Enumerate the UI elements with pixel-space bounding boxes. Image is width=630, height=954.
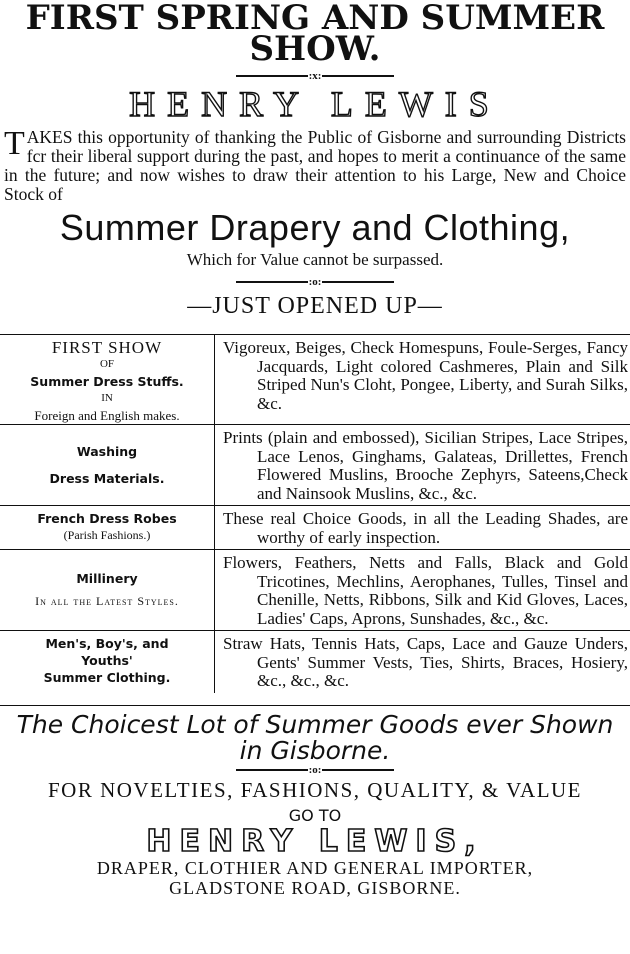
separator-mark: :x: (308, 70, 322, 82)
just-opened-banner: —JUST OPENED UP— (187, 293, 443, 319)
label-line: Washing (76, 444, 138, 459)
stock-description (215, 506, 630, 550)
separator-rule-left (236, 75, 308, 77)
stock-label (0, 335, 215, 425)
novelties-line: FOR NOVELTIES, FASHIONS, QUALITY, & VALUE (47, 777, 583, 802)
stock-row (0, 335, 630, 425)
drop-cap: T (4, 125, 25, 162)
label-line: Summer Dress Stuffs. (30, 374, 184, 389)
choicest-line (0, 705, 630, 764)
description-text: Straw Hats, Tennis Hats, Caps, Lace and Gauze Unders, Gents' Summer Vests, Ties, Shirts, Braces, Hosiery, &c., &c., &c. (223, 634, 628, 690)
label-line: Summer Clothing. (43, 670, 171, 685)
label-line: Millinery (76, 571, 138, 586)
label-line: FIRST SHOW (51, 338, 163, 357)
separator-mark: :o: (308, 763, 322, 776)
subline: Which for Value cannot be surpassed. (186, 250, 444, 269)
separator (0, 70, 630, 82)
separator-rule-right (322, 75, 394, 77)
stock-description (215, 631, 630, 693)
stock-row (0, 550, 630, 631)
label-line: Youths' (81, 653, 133, 668)
label-line: Foreign and English makes. (34, 408, 180, 423)
stock-table (0, 334, 630, 693)
separator-rule-left (236, 769, 308, 771)
go-to-line: GO TO (288, 805, 342, 825)
stock-row (0, 631, 630, 693)
merchant-name-heading: HENRY LEWIS (129, 84, 501, 124)
label-line: OF (99, 358, 115, 370)
stock-row (0, 425, 630, 506)
intro-paragraph (0, 125, 630, 204)
address-line: GLADSTONE ROAD, GISBORNE. (169, 877, 461, 898)
choicest-line-2: in Gisborne. (239, 735, 391, 765)
description-text: Flowers, Feathers, Netts and Falls, Black and Gold Tricotines, Mechlins, Aerophanes, Tulles, Tinsel and Chenille, Netts, Ribbons, Silk and Kid Gloves, Laces, Ladies' Caps, Aprons, Sunshades, &c., &c. (223, 553, 628, 628)
separator-rule-left (236, 281, 308, 283)
label-line: (Parish Fashions.) (63, 528, 151, 542)
stock-row (0, 506, 630, 550)
description-text: Prints (plain and embossed), Sicilian Stripes, Lace Stripes, Lace Lenos, Ginghams, Galateas, Drillettes, French Flowered Muslins, Brooche Zephyrs, Sateens,Check and Nainsook Muslins, &c., &c. (223, 428, 628, 503)
stock-description (215, 425, 630, 506)
separator (0, 276, 630, 288)
intro-text: AKES this opportunity of thanking the Public of Gisborne and surrounding Districts fcr their liberal support during the past, and hopes to merit a continuance of the same in the future; and now wishes to draw their attention to his Large, New and Choice Stock of (4, 127, 626, 204)
headline: Summer Drapery and Clothing, (59, 207, 571, 248)
label-line: Dress Materials. (49, 471, 165, 486)
description-text: Vigoreux, Beiges, Check Homespuns, Foule-Serges, Fancy Jacquards, Light colored Cashmeres, Plain and Silk Striped Nun's Cloht, Pongee, Liberty, and Surah Silks, &c. (223, 338, 628, 413)
stock-label (0, 631, 215, 693)
separator-rule-right (322, 281, 394, 283)
separator-rule-right (322, 769, 394, 771)
choicest-line-1: The Choicest Lot of Summer Goods ever Shown (16, 709, 614, 739)
stock-description (215, 335, 630, 425)
label-line: In all the Latest Styles. (35, 594, 179, 608)
separator (0, 764, 630, 776)
stock-label (0, 425, 215, 506)
ad-title-line1: FIRST SPRING AND SUMMER (25, 0, 605, 38)
label-line: French Dress Robes (37, 511, 177, 526)
stock-label (0, 550, 215, 631)
merchant-name-footer: HENRY LEWIS, (146, 823, 484, 859)
ad-title-line2: SHOW. (249, 29, 381, 69)
description-text: These real Choice Goods, in all the Leading Shades, are worthy of early inspection. (223, 509, 628, 547)
label-line: Men's, Boy's, and (45, 636, 169, 651)
separator-mark: :o: (308, 276, 322, 288)
trade-line: DRAPER, CLOTHIER AND GENERAL IMPORTER, (96, 857, 534, 878)
stock-description (215, 550, 630, 631)
label-line: IN (101, 392, 113, 404)
stock-label (0, 506, 215, 550)
